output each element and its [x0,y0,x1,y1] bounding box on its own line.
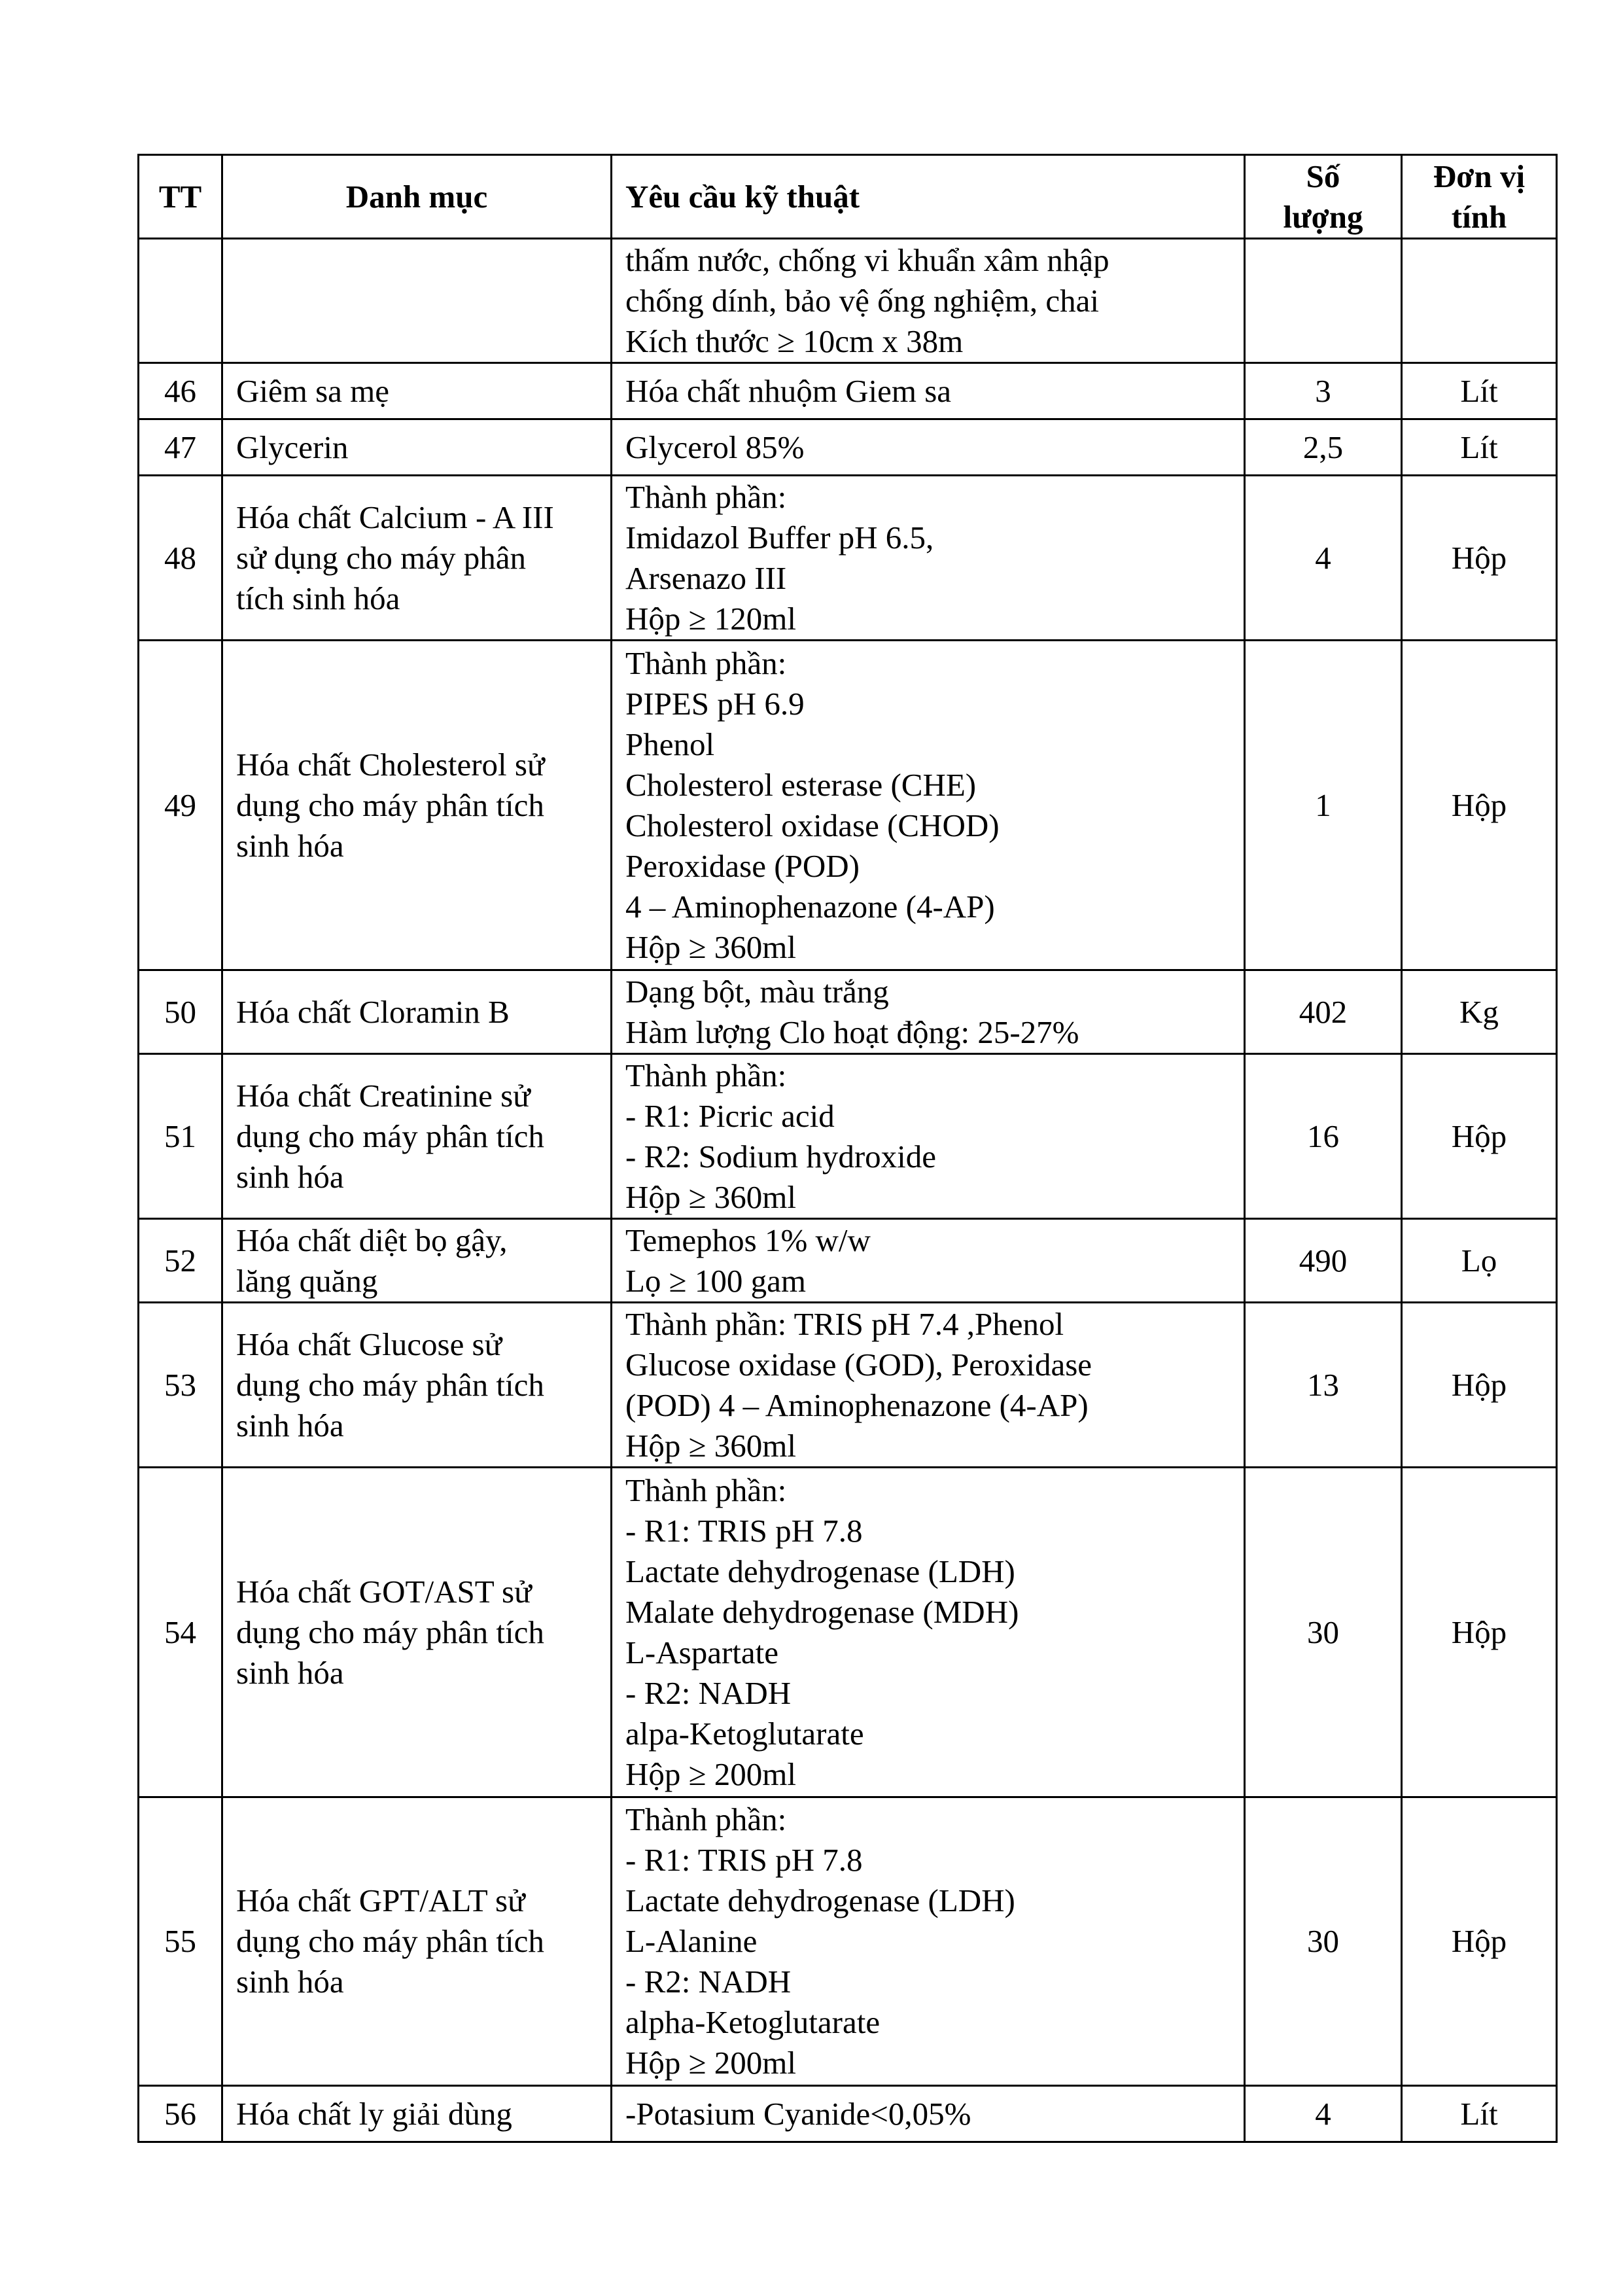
spec-line: chống dính, bảo vệ ống nghiệm, chai [625,282,1099,319]
table-row [139,1303,1557,1468]
item-spec [612,476,1245,641]
item-name-line: sinh hóa [236,1407,344,1443]
item-unit: Kg [1402,970,1557,1054]
spec-line: - R1: Picric acid [625,1097,835,1134]
spec-line: Thành phần: [625,1472,787,1508]
item-name-line: dụng cho máy phân tích [236,1366,544,1403]
item-name [222,1797,612,2086]
spec-line: L-Alanine [625,1923,758,1959]
item-name [222,1303,612,1468]
technical-requirements-table [137,154,1558,2143]
item-unit: Hộp [1402,1797,1557,2086]
table-row [139,970,1557,1054]
item-spec [612,363,1245,419]
spec-line: alpa-Ketoglutarate [625,1715,864,1752]
item-unit: Lít [1402,363,1557,419]
item-spec [612,1468,1245,1797]
item-spec [612,419,1245,476]
item-quantity: 4 [1245,476,1402,641]
item-name-line: tích sinh hóa [236,580,400,616]
spec-line: Glycerol 85% [625,429,805,465]
item-name-line: Hóa chất ly giải dùng [236,2095,512,2132]
spec-line: Hộp ≥ 360ml [625,928,797,965]
table-row [139,363,1557,419]
item-name [222,2086,612,2142]
item-name [222,1468,612,1797]
item-spec [612,1054,1245,1219]
header-unit-line: tính [1451,198,1507,235]
table-row [139,641,1557,970]
spec-line: Hàm lượng Clo hoạt động: 25-27% [625,1014,1079,1050]
table-row [139,1797,1557,2086]
item-name-line: Glycerin [236,429,349,465]
spec-line: - R2: Sodium hydroxide [625,1138,937,1174]
row-number: 49 [139,641,222,970]
continuation-unit [1402,239,1557,363]
item-name-line: sinh hóa [236,1158,344,1195]
item-spec [612,1797,1245,2086]
spec-line: Cholesterol esterase (CHE) [625,766,977,803]
item-quantity: 13 [1245,1303,1402,1468]
item-name [222,641,612,970]
spec-line: Phenol [625,726,715,762]
header-tt: TT [139,155,222,239]
spec-line: Dạng bột, màu trắng [625,973,889,1010]
spec-line: - R2: NADH [625,1674,792,1711]
item-name [222,1054,612,1219]
spec-line: Hộp ≥ 200ml [625,2045,797,2081]
continuation-category [222,239,612,363]
item-spec [612,1303,1245,1468]
spec-line: Lọ ≥ 100 gam [625,1262,806,1299]
item-name-line: dụng cho máy phân tích [236,1118,544,1154]
table-row [139,2086,1557,2142]
table-row [139,1468,1557,1797]
item-quantity: 3 [1245,363,1402,419]
spec-line: Thành phần: [625,1057,787,1093]
spec-line: Hóa chất nhuộm Giem sa [625,372,952,409]
header-row [139,155,1557,239]
item-spec [612,641,1245,970]
row-number: 46 [139,363,222,419]
continuation-quantity [1245,239,1402,363]
header-unit [1402,155,1557,239]
item-name-line: sinh hóa [236,1964,344,2000]
item-name-line: sinh hóa [236,827,344,864]
item-name [222,1219,612,1303]
header-spec: Yêu cầu kỹ thuật [612,155,1245,239]
row-number: 50 [139,970,222,1054]
spec-line: Thành phần: [625,478,787,515]
item-name-line: Hóa chất Glucose sử [236,1326,502,1362]
row-number: 47 [139,419,222,476]
row-number: 53 [139,1303,222,1468]
header-quantity-line: Số [1306,158,1340,194]
spec-line: - R1: TRIS pH 7.8 [625,1842,863,1878]
item-unit: Hộp [1402,1054,1557,1219]
item-name-line: Hóa chất Cloramin B [236,993,510,1030]
item-quantity: 1 [1245,641,1402,970]
spec-line: Lactate dehydrogenase (LDH) [625,1882,1015,1918]
table-row [139,1219,1557,1303]
header-quantity [1245,155,1402,239]
item-quantity: 2,5 [1245,419,1402,476]
table-row [139,419,1557,476]
spec-line: Cholesterol oxidase (CHOD) [625,807,1000,843]
item-name-line: Giêm sa mẹ [236,372,390,409]
spec-line: alpha-Ketoglutarate [625,2004,881,2040]
spec-line: Hộp ≥ 360ml [625,1427,797,1464]
item-name-line: sử dụng cho máy phân [236,539,526,576]
item-spec [612,970,1245,1054]
item-name-line: dụng cho máy phân tích [236,1923,544,1959]
item-unit: Hộp [1402,1468,1557,1797]
spec-line: Imidazol Buffer pH 6.5, [625,519,934,556]
row-number: 52 [139,1219,222,1303]
table-row [139,476,1557,641]
spec-line: Lactate dehydrogenase (LDH) [625,1553,1015,1589]
spec-line: Hộp ≥ 360ml [625,1178,797,1215]
header-category: Danh mục [222,155,612,239]
item-name-line: lăng quăng [236,1262,378,1299]
header-unit-line: Đơn vị [1433,158,1526,194]
item-name-line: Hóa chất GOT/AST sử [236,1573,532,1610]
row-number: 55 [139,1797,222,2086]
item-name [222,970,612,1054]
spec-line: Hộp ≥ 120ml [625,600,797,637]
row-number: 54 [139,1468,222,1797]
row-number: 51 [139,1054,222,1219]
item-unit: Lít [1402,419,1557,476]
spec-line: Thành phần: [625,645,787,681]
item-name [222,419,612,476]
spec-line: (POD) 4 – Aminophenazone (4-AP) [625,1386,1089,1423]
item-name-line: dụng cho máy phân tích [236,1614,544,1650]
spec-line: Kích thước ≥ 10cm x 38m [625,323,964,359]
item-unit: Hộp [1402,1303,1557,1468]
continuation-tt [139,239,222,363]
item-name-line: Hóa chất GPT/ALT sử [236,1882,525,1918]
spec-line: Thành phần: [625,1801,787,1837]
continuation-spec [612,239,1245,363]
spec-line: Hộp ≥ 200ml [625,1756,797,1792]
spec-line: - R1: TRIS pH 7.8 [625,1512,863,1549]
spec-line: Peroxidase (POD) [625,847,860,884]
item-unit: Lọ [1402,1219,1557,1303]
item-quantity: 30 [1245,1797,1402,2086]
row-number: 48 [139,476,222,641]
spec-line: 4 – Aminophenazone (4-AP) [625,888,995,925]
continuation-row [139,239,1557,363]
spec-line: Glucose oxidase (GOD), Peroxidase [625,1346,1092,1383]
item-unit: Lít [1402,2086,1557,2142]
spec-line: PIPES pH 6.9 [625,685,805,722]
item-quantity: 402 [1245,970,1402,1054]
item-spec [612,2086,1245,2142]
item-name-line: dụng cho máy phân tích [236,786,544,823]
item-name [222,476,612,641]
table-row [139,1054,1557,1219]
item-unit: Hộp [1402,476,1557,641]
item-name-line: Hóa chất diệt bọ gậy, [236,1222,508,1258]
item-quantity: 4 [1245,2086,1402,2142]
item-unit: Hộp [1402,641,1557,970]
spec-line: Malate dehydrogenase (MDH) [625,1593,1019,1630]
item-name-line: sinh hóa [236,1654,344,1691]
item-name-line: Hóa chất Calcium - A III [236,499,554,535]
spec-line: - R2: NADH [625,1964,792,2000]
item-name-line: Hóa chất Cholesterol sử [236,746,545,783]
spec-line: L-Aspartate [625,1634,778,1670]
header-quantity-line: lượng [1283,198,1363,235]
spec-line: Temephos 1% w/w [625,1222,871,1258]
row-number: 56 [139,2086,222,2142]
spec-line: Arsenazo III [625,559,787,596]
item-quantity: 16 [1245,1054,1402,1219]
item-name [222,363,612,419]
spec-line: Thành phần: TRIS pH 7.4 ,Phenol [625,1305,1064,1342]
item-name-line: Hóa chất Creatinine sử [236,1077,531,1114]
spec-line: thấm nước, chống vi khuẩn xâm nhập [625,241,1109,278]
spec-line: -Potasium Cyanide<0,05% [625,2095,971,2132]
item-quantity: 490 [1245,1219,1402,1303]
item-quantity: 30 [1245,1468,1402,1797]
item-spec [612,1219,1245,1303]
